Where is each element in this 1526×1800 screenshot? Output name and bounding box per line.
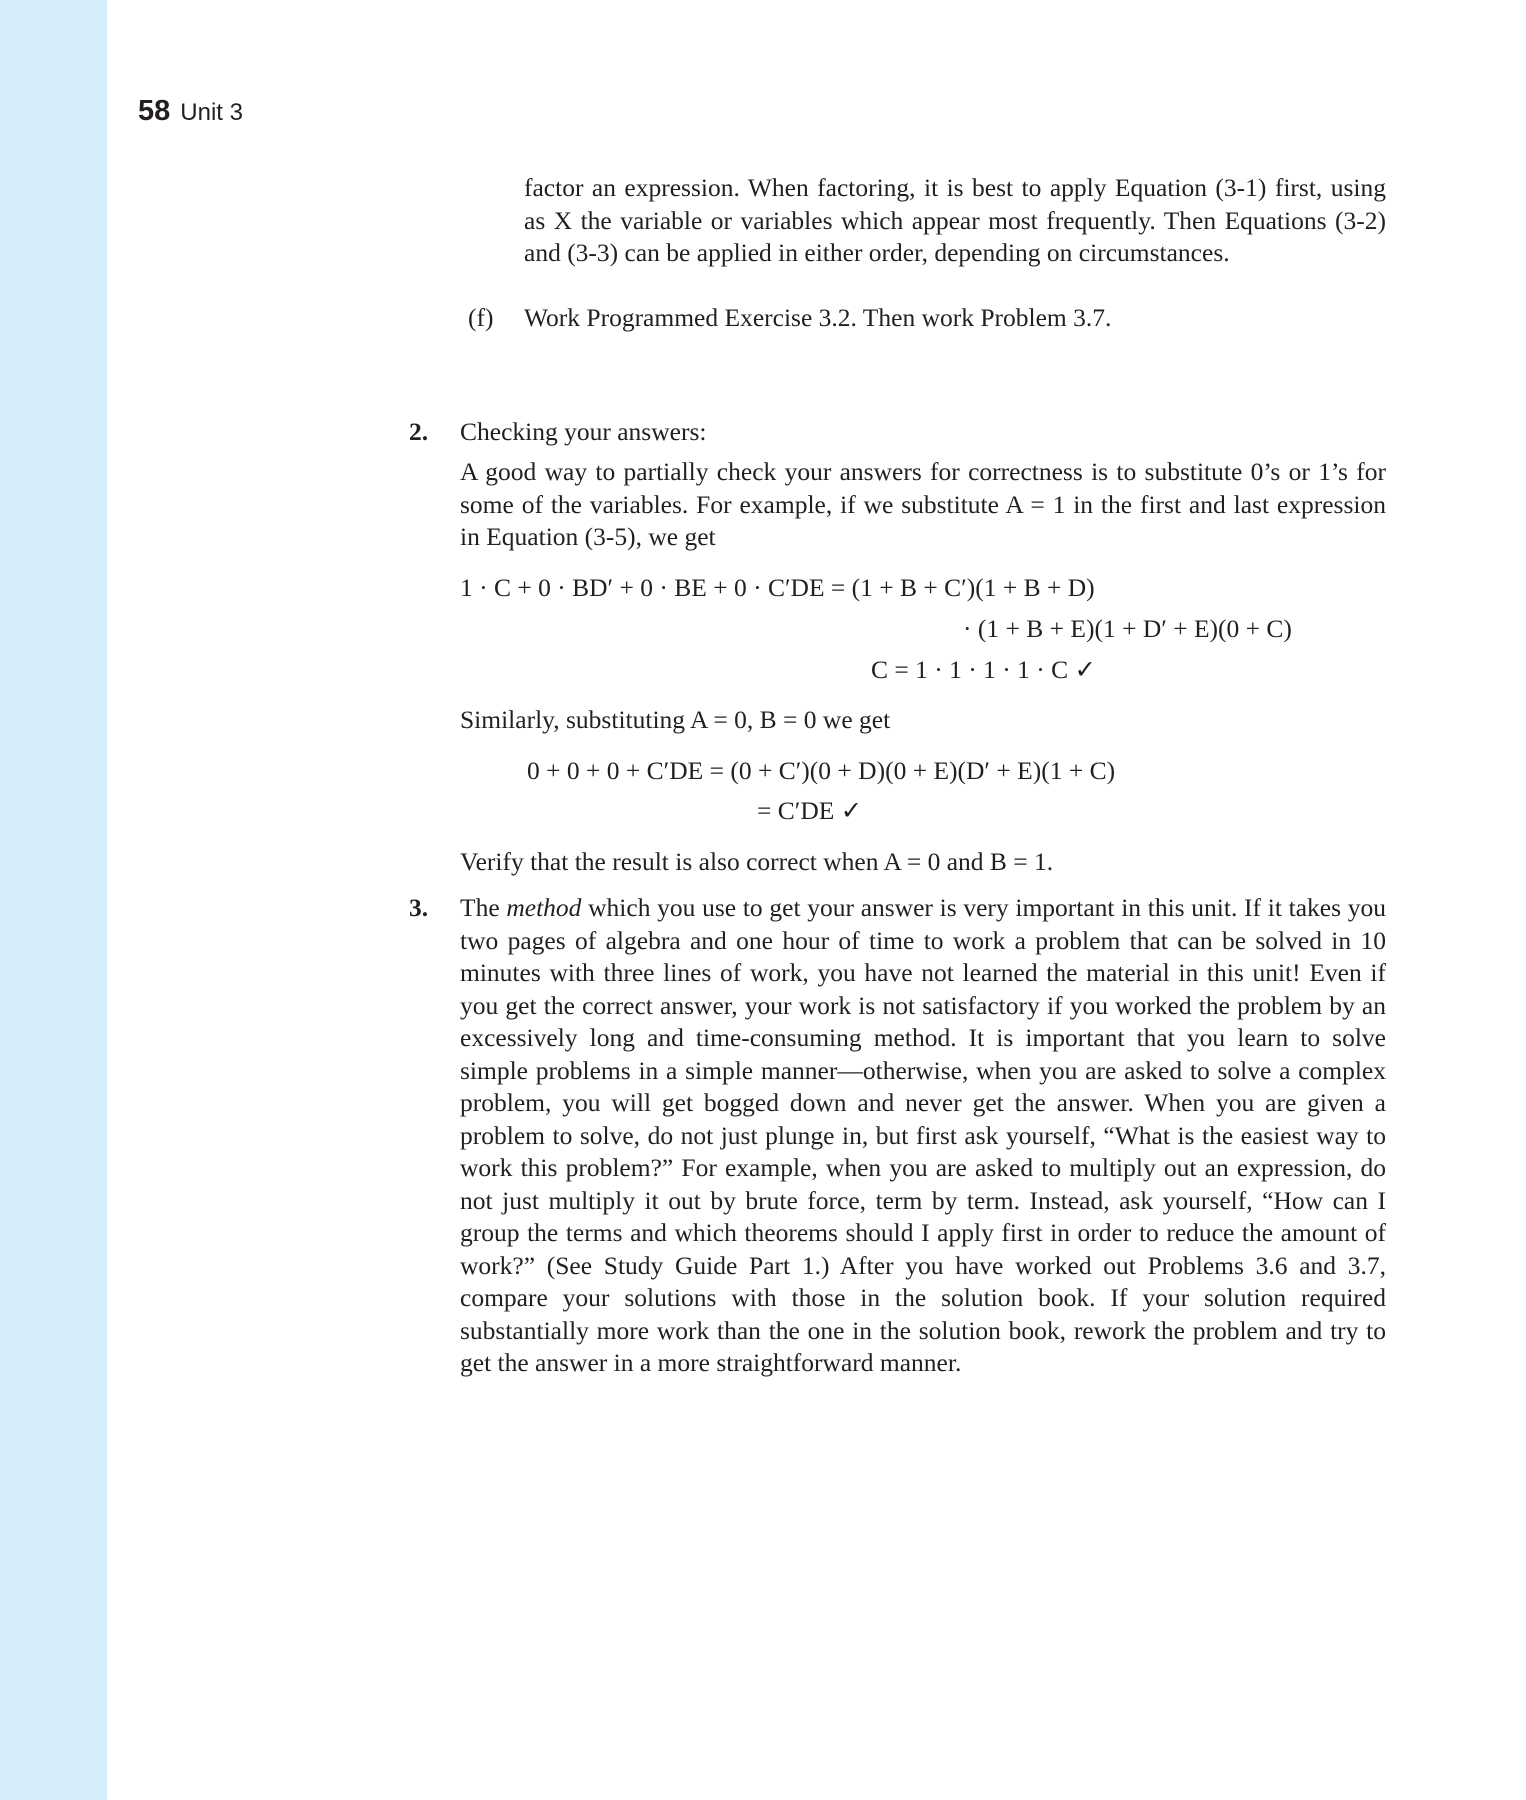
running-header (138, 95, 243, 128)
equation-2-line-2: = C′DE ✓ (757, 796, 863, 825)
equation-1-line-2: · (1 + B + E)(1 + D′ + E)(0 + C) (963, 614, 1292, 643)
unit-label: Unit 3 (180, 99, 243, 126)
method-emphasis: method (506, 893, 582, 922)
section-2-heading: Checking your answers: (460, 417, 707, 446)
section-2-intro: A good way to partially check your answers for correctness is to substitute 0’s or 1’s for some of the variables. For example, if we substitute A = 1 in the first and last expression in Equation (3-5), we get (460, 457, 1386, 551)
section-3-paragraph (460, 892, 1386, 1380)
section-3-body: which you use to get your answer is very important in this unit. If it takes you two pages of algebra and one hour of time to work a problem that can be solved in 10 minutes with three lines of work, you have not learned the material in this unit! Even if you get the correct answer, your work is not satisfactory if you worked the problem by an excessively long and time-consuming method. It is important that you learn to solve simple problems in a simple manner—otherwise, when you are asked to solve a complex problem, you will get bogged down and never get the answer. When you are given a problem to solve, do not just plunge in, but first ask yourself, “What is the easiest way to work this problem?” For example, when you are asked to multiply out an expression, do not just multiply it out by brute force, term by term. Instead, ask yourself, “How can I group the terms and which theorems should I apply first in order to reduce the amount of work?” (See Study Guide Part 1.) After you have worked out Problems 3.6 and 3.7, compare your solutions with those in the solution book. If your solution required substantially more work than the one in the solution book, rework the problem and try to get the answer in a more straightforward manner. (460, 893, 1386, 1377)
section-2-number: 2. (409, 417, 429, 446)
item-f-label: (f) (468, 303, 494, 332)
page-number: 58 (138, 95, 171, 127)
section-3-number: 3. (409, 893, 429, 922)
similarly-line: Similarly, substituting A = 0, B = 0 we get (460, 705, 891, 734)
item-f-text: Work Programmed Exercise 3.2. Then work Problem 3.7. (524, 303, 1112, 332)
equation-1-line-3: C = 1 · 1 · 1 · 1 · C ✓ (871, 655, 1096, 684)
continuation-paragraph: factor an expression. When factoring, it is best to apply Equation (3-1) first, using as X the variable or variables which appear most frequently. Then Equations (3-2) and (3-3) can be applied in either order, depending on circumstances. (524, 173, 1386, 267)
margin-band (0, 0, 107, 1800)
equation-2-line-1: 0 + 0 + 0 + C′DE = (0 + C′)(0 + D)(0 + E)(D′ + E)(1 + C) (527, 756, 1116, 785)
section-3-prefix: The (460, 893, 507, 922)
equation-1-line-1: 1 · C + 0 · BD′ + 0 · BE + 0 · C′DE = (1 + B + C′)(1 + B + D) (460, 573, 1095, 602)
verify-line: Verify that the result is also correct when A = 0 and B = 1. (460, 847, 1054, 876)
